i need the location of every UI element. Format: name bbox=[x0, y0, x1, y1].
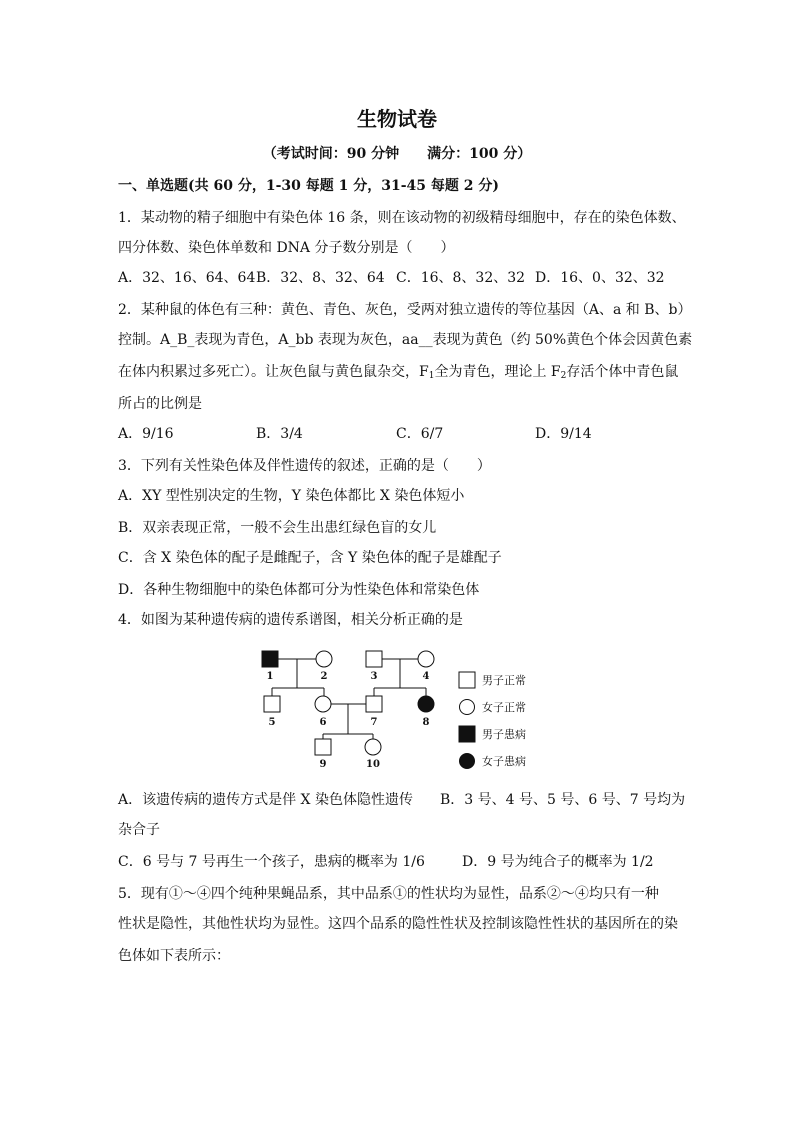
q3-option-a: A．XY 型性别决定的生物，Y 染色体都比 X 染色体短小 bbox=[118, 488, 465, 504]
individual-7-normal-male bbox=[366, 696, 382, 712]
label-9: 9 bbox=[319, 759, 327, 770]
circle-outline-icon bbox=[458, 698, 476, 716]
q2-stem-line3 bbox=[118, 362, 678, 386]
individual-9-normal-male bbox=[315, 739, 331, 755]
q2-option-b: B．3/4 bbox=[256, 426, 303, 442]
label-10: 10 bbox=[366, 759, 380, 770]
q2-line3-part1: 在体内积累过多死亡）。让灰色鼠与黄色鼠杂交，F bbox=[118, 364, 429, 380]
q3-option-c: C．含 X 染色体的配子是雌配子，含 Y 染色体的配子是雄配子 bbox=[118, 550, 502, 566]
individual-1-affected-male bbox=[262, 651, 278, 667]
section-heading: 一、单选题(共 60 分，1-30 每题 1 分，31-45 每题 2 分) bbox=[118, 178, 500, 194]
q1-option-a: A．32、16、64、64 bbox=[118, 270, 256, 286]
q1-stem-line2: 四分体数、染色体单数和 DNA 分子数分别是（ ） bbox=[118, 240, 455, 256]
label-8: 8 bbox=[422, 717, 430, 728]
legend-normal-male bbox=[458, 666, 526, 693]
q4-stem: 4．如图为某种遗传病的遗传系谱图，相关分析正确的是 bbox=[118, 612, 463, 628]
q3-option-b: B．双亲表现正常，一般不会生出患红绿色盲的女儿 bbox=[118, 520, 437, 536]
q5-stem-line1: 5．现有①～④四个纯种果蝇品系，其中品系①的性状均为显性，品系②～④均只有一种 bbox=[118, 886, 659, 902]
label-2: 2 bbox=[320, 671, 328, 682]
individual-3-normal-male bbox=[366, 651, 382, 667]
page-title: 生物试卷 bbox=[357, 107, 437, 131]
legend-affected-female bbox=[458, 747, 526, 774]
square-outline-icon bbox=[458, 671, 476, 689]
exam-info: （考试时间：90 分钟 满分：100 分） bbox=[262, 146, 532, 162]
q2-line3-part3: 存活个体中青色鼠 bbox=[566, 364, 679, 380]
q1-option-c: C．16、8、32、32 bbox=[396, 270, 526, 286]
label-7: 7 bbox=[370, 717, 378, 728]
label-6: 6 bbox=[319, 717, 327, 728]
label-3: 3 bbox=[370, 671, 378, 682]
individual-6-normal-female bbox=[315, 696, 331, 712]
label-1: 1 bbox=[266, 671, 274, 682]
label-5: 5 bbox=[268, 717, 276, 728]
q2-option-d: D．9/14 bbox=[535, 426, 592, 442]
q2-stem-line2: 控制。A_B_表现为青色，A_bb 表现为灰色，aa__表现为黄色（约 50%黄色个体会因黄色素 bbox=[118, 332, 693, 348]
label-4: 4 bbox=[422, 671, 430, 682]
q2-line3-part2: 全为青色，理论上 F bbox=[434, 364, 561, 380]
individual-4-normal-female bbox=[418, 651, 434, 667]
legend-normal-female-label: 女子正常 bbox=[482, 700, 526, 714]
q2-stem-line1: 2．某种鼠的体色有三种：黄色、青色、灰色，受两对独立遗传的等位基因（A、a 和 B、b） bbox=[118, 302, 692, 318]
q4-option-d: D．9 号为纯合子的概率为 1/2 bbox=[462, 854, 654, 870]
q3-stem: 3．下列有关性染色体及伴性遗传的叙述，正确的是（ ） bbox=[118, 458, 491, 474]
q5-stem-line2: 性状是隐性，其他性状均为显性。这四个品系的隐性性状及控制该隐性性状的基因所在的染 bbox=[118, 916, 678, 932]
legend-normal-male-label: 男子正常 bbox=[482, 673, 526, 687]
legend-affected-female-label: 女子患病 bbox=[482, 754, 526, 768]
q2-stem-line4: 所占的比例是 bbox=[118, 396, 202, 412]
q1-option-b: B．32、8、32、64 bbox=[256, 270, 385, 286]
pedigree-chart bbox=[252, 644, 442, 770]
individual-5-normal-male bbox=[264, 696, 280, 712]
pedigree-legend bbox=[458, 666, 526, 774]
q2-option-a: A．9/16 bbox=[118, 426, 174, 442]
individual-10-normal-female bbox=[365, 739, 381, 755]
legend-affected-male-label: 男子患病 bbox=[482, 727, 526, 741]
q4-option-c: C．6 号与 7 号再生一个孩子，患病的概率为 1/6 bbox=[118, 854, 425, 870]
legend-normal-female bbox=[458, 693, 526, 720]
q2-option-c: C．6/7 bbox=[396, 426, 444, 442]
q4-option-a: A．该遗传病的遗传方式是伴 X 染色体隐性遗传 bbox=[118, 792, 413, 808]
legend-affected-male bbox=[458, 720, 526, 747]
q2-f2-subscript: 2 bbox=[560, 371, 567, 381]
q5-stem-line3: 色体如下表所示： bbox=[118, 948, 230, 964]
individual-2-normal-female bbox=[316, 651, 332, 667]
q4-option-b-cont: 杂合子 bbox=[118, 822, 160, 838]
circle-filled-icon bbox=[458, 752, 476, 770]
square-filled-icon bbox=[458, 725, 476, 743]
q1-stem-line1: 1．某动物的精子细胞中有染色体 16 条，则在该动物的初级精母细胞中，存在的染色体数、 bbox=[118, 210, 686, 226]
q1-option-d: D．16、0、32、32 bbox=[535, 270, 665, 286]
q2-f1-subscript: 1 bbox=[428, 371, 435, 381]
individual-8-affected-female bbox=[418, 696, 434, 712]
q4-option-b: B．3 号、4 号、5 号、6 号、7 号均为 bbox=[440, 792, 686, 808]
q3-option-d: D．各种生物细胞中的染色体都可分为性染色体和常染色体 bbox=[118, 582, 480, 598]
